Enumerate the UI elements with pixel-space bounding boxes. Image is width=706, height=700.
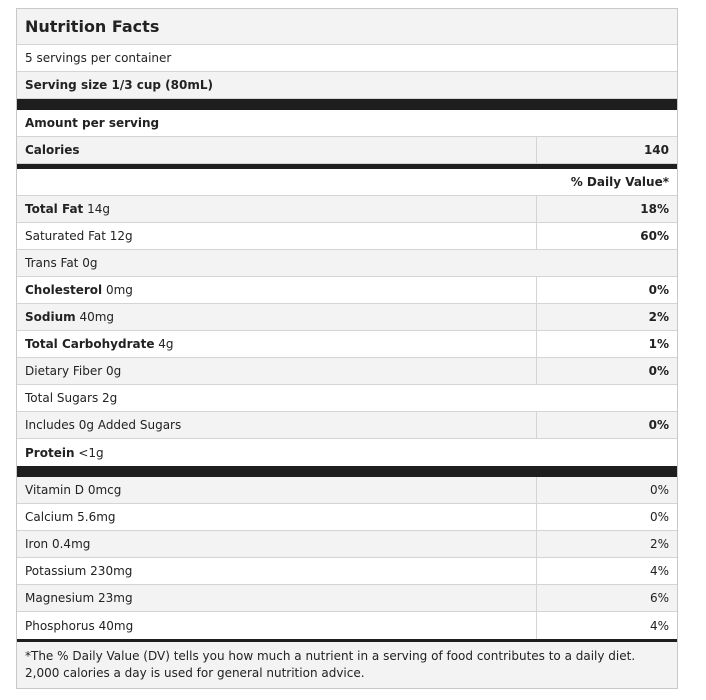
- nutrient-row-total-fat: [17, 196, 677, 223]
- nutrient-name: Dietary Fiber: [25, 364, 103, 378]
- nutrient-dv: 1%: [536, 331, 677, 357]
- vitamin-dv: 0%: [536, 477, 677, 503]
- nutrient-dv: 0%: [536, 358, 677, 384]
- nutrient-dv: 0%: [536, 277, 677, 303]
- vitamin-name: Vitamin D: [25, 483, 85, 497]
- nutrient-row-added-sugars: [17, 412, 677, 439]
- nutrient-amount: 0mg: [105, 283, 133, 297]
- serving-size: Serving size 1/3 cup (80mL): [25, 78, 214, 92]
- vitamin-dv: 4%: [536, 558, 677, 584]
- vitamin-row-iron: [17, 531, 677, 558]
- nutrient-name: Includes 0g Added Sugars: [25, 418, 182, 432]
- vitamin-amount: 23mg: [98, 591, 133, 605]
- nutrient-dv: 60%: [536, 223, 677, 249]
- vitamin-dv: 2%: [536, 531, 677, 557]
- nutrient-row-total-carbohydrate: [17, 331, 677, 358]
- vitamin-name: Calcium: [25, 510, 74, 524]
- vitamin-row-calcium: [17, 504, 677, 531]
- title-text: Nutrition Facts: [25, 16, 160, 36]
- vitamin-dv: 0%: [536, 504, 677, 530]
- vitamin-row-magnesium: [17, 585, 677, 612]
- vitamin-amount: 40mg: [98, 618, 134, 633]
- nutrient-dv: 0%: [536, 412, 677, 438]
- nutrient-row-cholesterol: [17, 277, 677, 304]
- thick-divider: [17, 99, 677, 110]
- nutrient-row-protein: [17, 439, 677, 466]
- nutrient-amount: 0g: [82, 256, 98, 270]
- daily-value-footnote: *The % Daily Value (DV) tells you how much a nutrient in a serving of food contributes to a daily diet. 2,000 calories a day is used for general nutrition advice.: [17, 642, 677, 688]
- serving-size-row: [17, 72, 677, 99]
- nutrition-facts-label: [16, 8, 678, 689]
- nutrient-amount: 4g: [158, 337, 174, 351]
- vitamin-name: Iron: [25, 537, 49, 551]
- nutrient-dv: 2%: [536, 304, 677, 330]
- nutrient-name: Total Sugars: [25, 391, 99, 405]
- amount-per-serving-row: [17, 110, 677, 137]
- vitamin-name: Potassium: [25, 564, 87, 578]
- vitamin-dv: 4%: [536, 612, 677, 639]
- calories-row: [17, 137, 677, 164]
- thick-divider-vitamins: [17, 466, 677, 477]
- vitamin-name: Phosphorus: [25, 618, 95, 633]
- dv-header-row: [17, 169, 677, 196]
- nutrient-name: Cholesterol: [25, 283, 103, 297]
- calories-label: Calories: [25, 143, 80, 157]
- nutrient-name: Saturated Fat: [25, 229, 106, 243]
- nutrient-name: Protein: [25, 445, 75, 460]
- nutrient-name: Total Fat: [25, 202, 84, 216]
- vitamin-amount: 5.6mg: [77, 510, 116, 524]
- vitamin-dv: 6%: [536, 585, 677, 611]
- nutrient-name: Sodium: [25, 310, 76, 324]
- nutrient-amount: 12g: [109, 229, 133, 243]
- vitamin-row-phosphorus: [17, 612, 677, 639]
- servings-row: [17, 45, 677, 72]
- vitamin-row-potassium: [17, 558, 677, 585]
- nutrient-amount: 40mg: [79, 310, 115, 324]
- nutrient-row-dietary-fiber: [17, 358, 677, 385]
- nutrient-row-saturated-fat: [17, 223, 677, 250]
- nutrient-name: Total Carbohydrate: [25, 337, 155, 351]
- nutrient-dv: 18%: [536, 196, 677, 222]
- servings-per-container: 5 servings per container: [25, 51, 172, 65]
- label-title: [17, 9, 677, 45]
- nutrient-amount: <1g: [78, 445, 104, 460]
- amount-per-serving: Amount per serving: [25, 116, 160, 130]
- vitamin-amount: 230mg: [90, 564, 133, 578]
- vitamin-amount: 0mcg: [87, 483, 122, 497]
- vitamin-row-vitamin-d: [17, 477, 677, 504]
- vitamin-amount: 0.4mg: [51, 537, 91, 551]
- nutrient-amount: 14g: [87, 202, 111, 216]
- nutrient-name: Trans Fat: [25, 256, 79, 270]
- dv-header: % Daily Value*: [570, 175, 669, 189]
- nutrient-row-trans-fat: [17, 250, 677, 277]
- calories-value: 140: [536, 137, 677, 163]
- nutrient-amount: 2g: [102, 391, 118, 405]
- vitamin-name: Magnesium: [25, 591, 95, 605]
- nutrient-row-total-sugars: [17, 385, 677, 412]
- nutrient-row-sodium: [17, 304, 677, 331]
- nutrient-amount: 0g: [106, 364, 122, 378]
